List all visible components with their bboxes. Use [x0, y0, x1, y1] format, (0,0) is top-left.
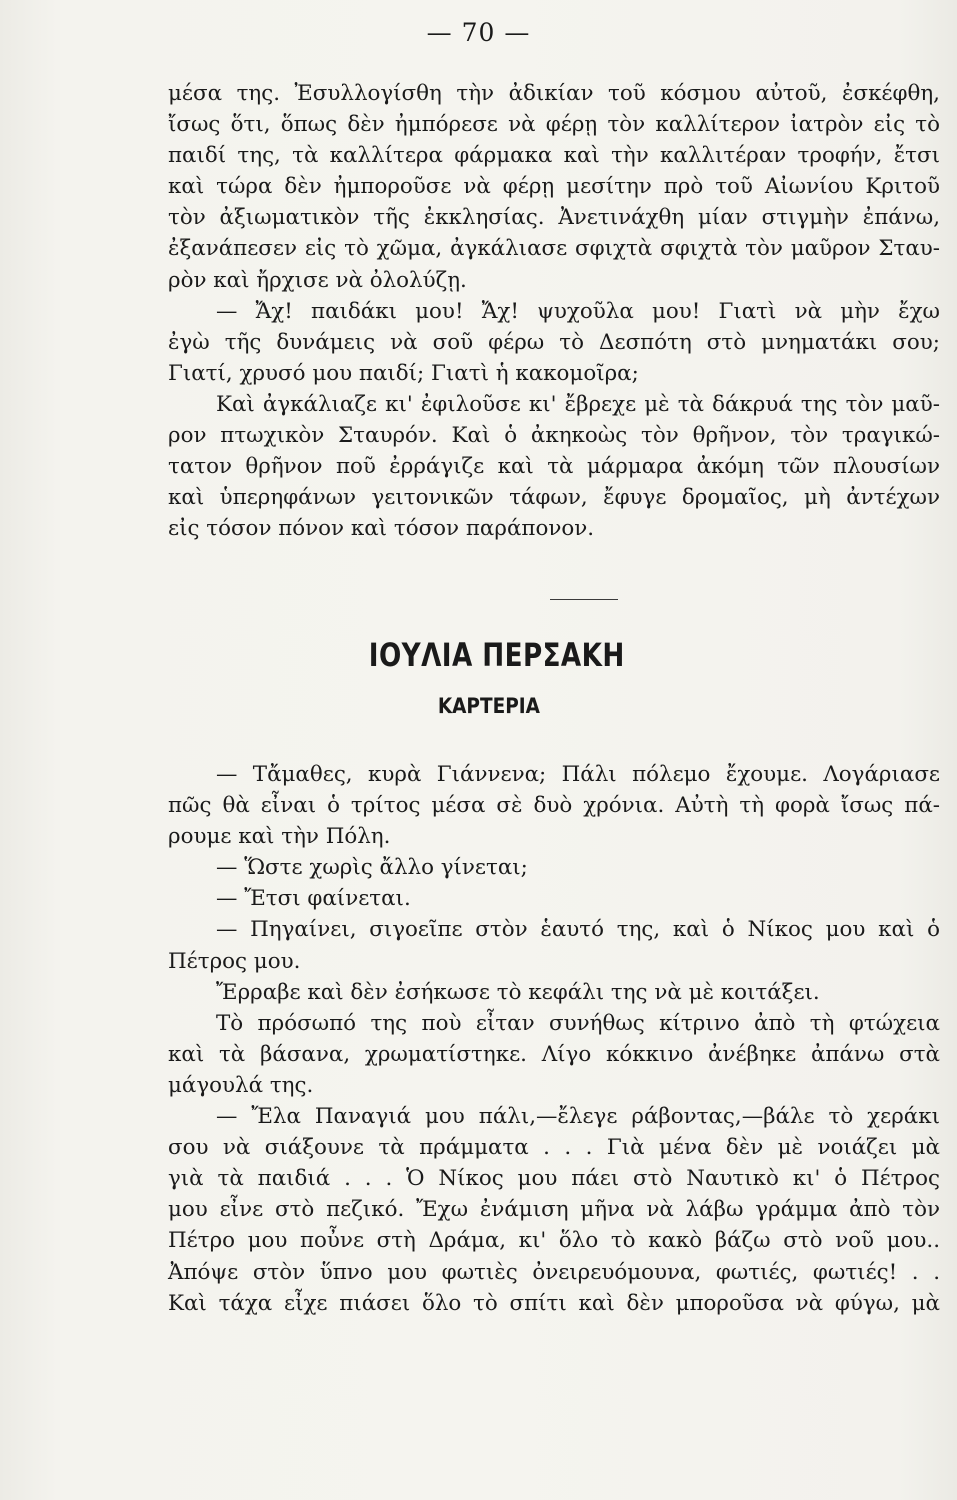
text-line: καὶ τὰ βάσανα, χρωματίστηκε. Λίγο κόκκινο ἀνέβηκε ἀπάνω στὰ: [168, 1041, 940, 1067]
text-line: — Ἔτσι φαίνεται.: [216, 886, 411, 912]
text-line: ρουμε καὶ τὴν Πόλη.: [168, 824, 391, 850]
text-line: ρὸν καὶ ἤρχισε νὰ ὀλολύζῃ.: [168, 267, 467, 293]
text-line: — Ὥστε χωρὶς ἄλλο γίνεται;: [216, 855, 528, 881]
text-line: ἐξανάπεσεν εἰς τὸ χῶμα, ἀγκάλιασε σφιχτὰ σφιχτὰ τὸν μαῦρον Σταυ-: [168, 236, 940, 262]
text-line: Καὶ τάχα εἶχε πιάσει ὅλο τὸ σπίτι καὶ δὲν μποροῦσα νὰ φύγω, μὰ: [168, 1290, 940, 1316]
text-line: ρον πτωχικὸν Σταυρόν. Καὶ ὁ ἀκηκοὼς τὸν θρῆνον, τὸν τραγικώ-: [168, 423, 940, 449]
text-line: σου νὰ σιάξουνε τὰ πράμματα . . . Γιὰ μένα δὲν μὲ νοιάζει μὰ: [168, 1135, 940, 1161]
text-line: — Ἄχ! παιδάκι μου! Ἄχ! ψυχοῦλα μου! Γιατὶ νὰ μὴν ἔχω: [216, 298, 940, 324]
text-line: καὶ τώρα δὲν ἠμποροῦσε νὰ φέρῃ μεσίτην πρὸ τοῦ Αἰωνίου Κριτοῦ: [168, 174, 940, 200]
previous-story-ending: [168, 78, 940, 544]
text-line: γιὰ τὰ παιδιά . . . Ὁ Νίκος μου πάει στὸ Ναυτικὸ κι' ὁ Πέτρος: [168, 1166, 940, 1192]
text-line: καὶ ὑπερηφάνων γειτονικῶν τάφων, ἔφυγε δρομαῖος, μὴ ἀντέχων: [168, 485, 940, 511]
text-line: — Ἔλα Παναγιά μου πάλι,—ἔλεγε ράβοντας,—βάλε τὸ χεράκι: [216, 1104, 940, 1130]
story-body: [168, 759, 940, 1319]
text-line: Πέτρο μου ποὖνε στὴ Δράμα, κι' ὅλο τὸ κακὸ βάζω στὸ νοῦ μου..: [168, 1228, 940, 1254]
text-line: Πέτρος μου.: [168, 948, 301, 974]
text-line: Ἀπόψε στὸν ὕπνο μου φωτιὲς ὀνειρευόμουνα, φωτιές, φωτιές! . .: [168, 1259, 940, 1285]
text-line: παιδί της, τὰ καλλίτερα φάρμακα καὶ τὴν καλλιτέραν τροφήν, ἔτσι: [168, 143, 940, 169]
text-line: τατον θρῆνον ποῦ ἐρράγιζε καὶ τὰ μάρμαρα ἀκόμη τῶν πλουσίων: [168, 454, 940, 480]
section-separator: [550, 599, 618, 600]
text-line: Καὶ ἀγκάλιαζε κι' ἐφιλοῦσε κι' ἔβρεχε μὲ τὰ δάκρυά της τὸν μαῦ-: [216, 391, 940, 417]
text-line: τὸν ἀξιωματικὸν τῆς ἐκκλησίας. Ἀνετινάχθη μίαν στιγμὴν ἐπάνω,: [168, 205, 940, 231]
text-line: Τὸ πρόσωπό της ποὺ εἶταν συνήθως κίτρινο ἀπὸ τὴ φτώχεια: [216, 1010, 940, 1036]
text-line: μου εἶνε στὸ πεζικό. Ἔχω ἐνάμιση μῆνα νὰ λάβω γράμμα ἀπὸ τὸν: [168, 1197, 940, 1223]
text-line: ἐγὼ τῆς δυνάμεις νὰ σοῦ φέρω τὸ Δεσπότη στὸ μνηματάκι σου;: [168, 329, 940, 355]
page-number: — 70 —: [426, 18, 531, 47]
text-line: μάγουλά της.: [168, 1072, 314, 1098]
text-line: εἰς τόσον πόνον καὶ τόσον παράπονον.: [168, 516, 595, 542]
story-title: ΚΑΡΤΕΡΙΑ: [437, 694, 540, 718]
text-line: Ἔρραβε καὶ δὲν ἐσήκωσε τὸ κεφάλι της νὰ μὲ κοιτάξει.: [216, 979, 820, 1005]
text-line: Γιατί, χρυσό μου παιδί; Γιατὶ ἡ κακομοῖρα;: [168, 360, 639, 386]
text-line: — Πηγαίνει, σιγοεῖπε στὸν ἑαυτό της, καὶ ὁ Νίκος μου καὶ ὁ: [216, 917, 940, 943]
text-line: ἴσως ὅτι, ὅπως δὲν ἠμπόρεσε νὰ φέρῃ τὸν καλλίτερον ἰατρὸν εἰς τὸ: [168, 112, 940, 138]
text-line: πῶς θὰ εἶναι ὁ τρίτος μέσα σὲ δυὸ χρόνια. Αὐτὴ τὴ φορὰ ἴσως πά-: [168, 793, 940, 819]
text-line: — Τἄμαθες, κυρὰ Γιάννενα; Πάλι πόλεμο ἔχουμε. Λογάριασε: [216, 762, 940, 787]
author-heading: ΙΟΥΛΙΑ ΠΕΡΣΑΚΗ: [368, 636, 625, 674]
text-line: μέσα της. Ἐσυλλογίσθη τὴν ἀδικίαν τοῦ κόσμου αὐτοῦ, ἐσκέφθη,: [168, 81, 940, 106]
